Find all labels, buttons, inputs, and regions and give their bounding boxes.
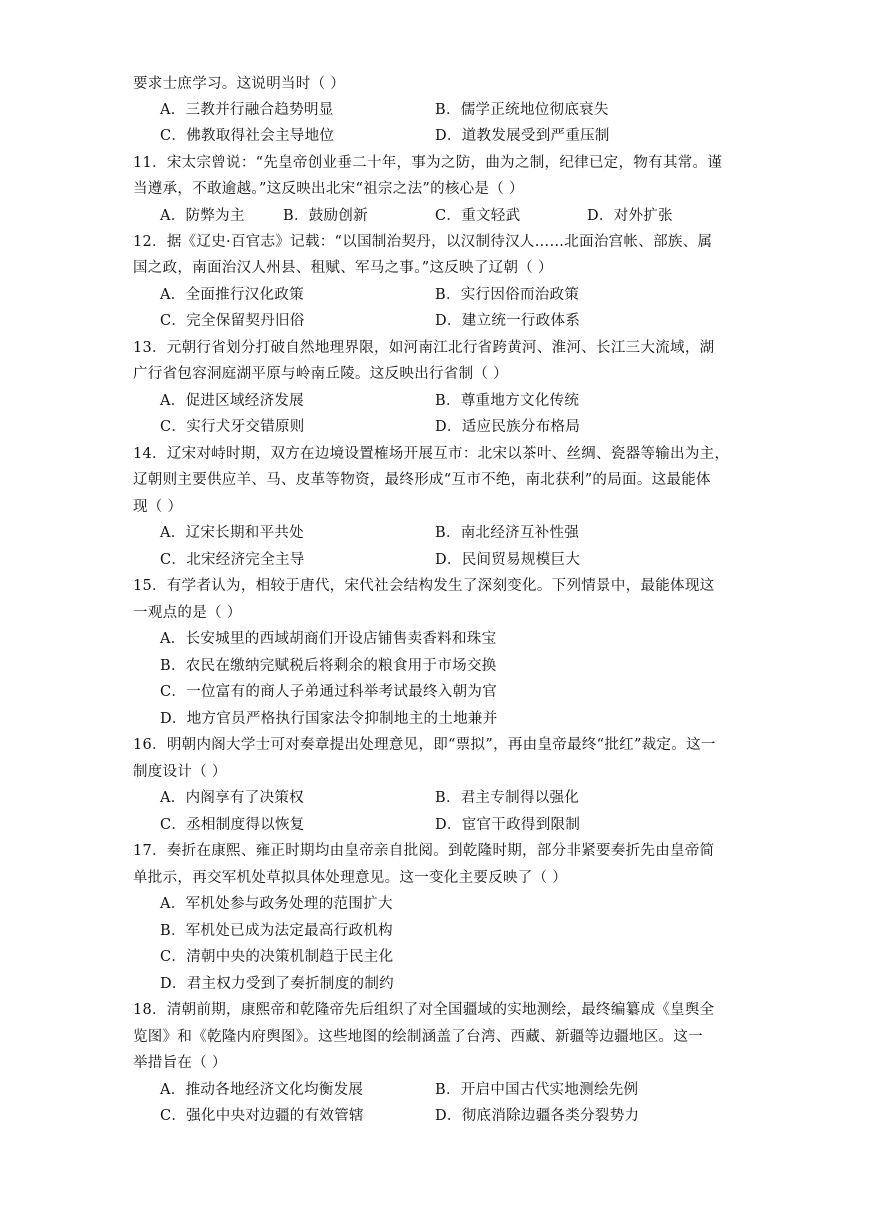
q13-option-a: A．促进区域经济发展 bbox=[160, 393, 304, 409]
q17-option-b: B．军机处已成为法定最高行政机构 bbox=[160, 923, 393, 939]
question-11-line-1: 11．宋太宗曾说：“先皇帝创业垂二十年，事为之防，曲为之制，纪律已定，物有其常。谨 bbox=[133, 155, 723, 171]
q12-option-d: D．建立统一行政体系 bbox=[435, 313, 581, 329]
question-17-line-1: 17．奏折在康熙、雍正时期均由皇帝亲自批阅。到乾隆时期，部分非紧要奏折先由皇帝简 bbox=[133, 843, 715, 859]
q14-option-b: B．南北经济互补性强 bbox=[435, 525, 580, 541]
q16-option-c: C．丞相制度得以恢复 bbox=[160, 817, 305, 833]
question-11-line-2: 当遵承，不敢逾越。”这反映出北宋“祖宗之法”的核心是（ ） bbox=[133, 181, 524, 197]
question-12-line-2: 国之政，南面治汉人州县、租赋、军马之事。”这反映了辽朝（ ） bbox=[133, 260, 553, 276]
q11-option-b: B．鼓励创新 bbox=[283, 208, 368, 224]
question-18-line-1: 18．清朝前期，康熙帝和乾隆帝先后组织了对全国疆域的实地测绘，最终编纂成《皇舆全 bbox=[133, 1002, 715, 1018]
question-16-line-1: 16．明朝内阁大学士可对奏章提出处理意见，即“票拟”，再由皇帝最终“批红”裁定。这一 bbox=[133, 737, 716, 753]
q10-option-a: A．三教并行融合趋势明显 bbox=[160, 102, 334, 118]
question-15-line-2: 一观点的是（ ） bbox=[133, 605, 242, 621]
q15-option-d: D．地方官员严格执行国家法令抑制地主的土地兼并 bbox=[160, 711, 498, 727]
question-18-line-3: 举措旨在（ ） bbox=[133, 1055, 227, 1071]
q13-option-d: D．适应民族分布格局 bbox=[435, 419, 581, 435]
question-10-stem-end: 要求士庶学习。这说明当时（ ） bbox=[133, 76, 346, 92]
q14-option-a: A．辽宋长期和平共处 bbox=[160, 525, 304, 541]
q14-option-d: D．民间贸易规模巨大 bbox=[435, 552, 581, 568]
q10-option-b: B．儒学正统地位彻底衰失 bbox=[435, 102, 609, 118]
question-14-line-2: 辽朝则主要供应羊、马、皮革等物资，最终形成“互市不绝，南北获利”的局面。这最能体 bbox=[133, 472, 711, 488]
q18-option-a: A．推动各地经济文化均衡发展 bbox=[160, 1082, 364, 1098]
q13-option-c: C．实行犬牙交错原则 bbox=[160, 419, 305, 435]
q16-option-b: B．君主专制得以强化 bbox=[435, 790, 580, 806]
q18-option-d: D．彻底消除边疆各类分裂势力 bbox=[435, 1108, 640, 1124]
q11-option-c: C．重文轻武 bbox=[435, 208, 521, 224]
q17-option-c: C．清朝中央的决策机制趋于民主化 bbox=[160, 949, 394, 965]
question-12-line-1: 12．据《辽史·百官志》记载：“以国制治契丹，以汉制待汉人……北面治宫帐、部族、属 bbox=[133, 234, 713, 250]
q18-option-b: B．开启中国古代实地测绘先例 bbox=[435, 1082, 639, 1098]
q14-option-c: C．北宋经济完全主导 bbox=[160, 552, 305, 568]
q18-option-c: C．强化中央对边疆的有效管辖 bbox=[160, 1108, 364, 1124]
question-13-line-1: 13．元朝行省划分打破自然地理界限，如河南江北行省跨黄河、淮河、长江三大流域，湖 bbox=[133, 340, 715, 356]
q12-option-c: C．完全保留契丹旧俗 bbox=[160, 313, 305, 329]
q12-option-a: A．全面推行汉化政策 bbox=[160, 287, 304, 303]
q11-option-a: A．防弊为主 bbox=[160, 208, 245, 224]
q16-option-a: A．内阁享有了决策权 bbox=[160, 790, 304, 806]
q12-option-b: B．实行因俗而治政策 bbox=[435, 287, 580, 303]
q17-option-d: D．君主权力受到了奏折制度的制约 bbox=[160, 976, 394, 992]
question-17-line-2: 单批示，再交军机处草拟具体处理意见。这一变化主要反映了（ ） bbox=[133, 870, 568, 886]
q15-option-a: A．长安城里的西域胡商们开设店铺售卖香料和珠宝 bbox=[160, 631, 497, 647]
q10-option-d: D．道教发展受到严重压制 bbox=[435, 128, 610, 144]
q10-option-c: C．佛教取得社会主导地位 bbox=[160, 128, 335, 144]
question-14-line-1: 14．辽宋对峙时期，双方在边境设置榷场开展互市：北宋以茶叶、丝绸、瓷器等输出为主， bbox=[133, 446, 730, 462]
q15-option-b: B．农民在缴纳完赋税后将剩余的粮食用于市场交换 bbox=[160, 658, 497, 674]
q16-option-d: D．宦官干政得到限制 bbox=[435, 817, 581, 833]
question-18-line-2: 览图》和《乾隆内府舆图》。这些地图的绘制涵盖了台湾、西藏、新疆等边疆地区。这一 bbox=[133, 1029, 703, 1045]
question-14-line-3: 现（ ） bbox=[133, 499, 183, 515]
q15-option-c: C．一位富有的商人子弟通过科举考试最终入朝为官 bbox=[160, 684, 497, 700]
question-16-line-2: 制度设计（ ） bbox=[133, 764, 227, 780]
question-13-line-2: 广行省包容洞庭湖平原与岭南丘陵。这反映出行省制（ ） bbox=[133, 366, 508, 382]
q11-option-d: D．对外扩张 bbox=[587, 208, 673, 224]
question-15-line-1: 15．有学者认为，相较于唐代，宋代社会结构发生了深刻变化。下列情景中，最能体现这 bbox=[133, 578, 715, 594]
q13-option-b: B．尊重地方文化传统 bbox=[435, 393, 580, 409]
q17-option-a: A．军机处参与政务处理的范围扩大 bbox=[160, 896, 393, 912]
